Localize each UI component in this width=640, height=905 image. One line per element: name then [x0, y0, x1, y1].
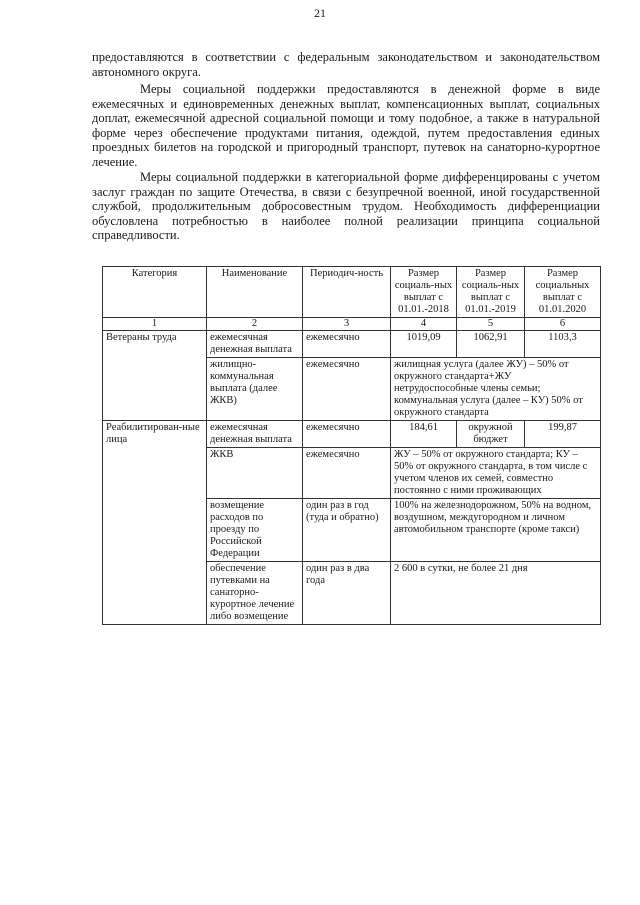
period-cell: ежемесячно: [303, 421, 391, 448]
size-cell: 100% на железнодорожном, 50% на водном, воздушном, междугородном и личном автомобильном транспорте (кроме такси): [391, 499, 601, 562]
column-number: 3: [303, 318, 391, 331]
column-number: 1: [103, 318, 207, 331]
size-cell: жилищная услуга (далее ЖУ) – 50% от окружного стандарта+ЖУ нетрудоспособные члены семьи; коммунальная услуга (далее – КУ) 50% от окружного стандарта: [391, 358, 601, 421]
name-cell: ЖКВ: [207, 448, 303, 499]
name-cell: ежемесячная денежная выплата: [207, 331, 303, 358]
header-name: Наименование: [207, 267, 303, 318]
header-size-2020: Размер социальных выплат с 01.01.2020: [525, 267, 601, 318]
name-cell: обеспечение путевками на санаторно-курортное лечение либо возмещение: [207, 562, 303, 625]
period-cell: один раз в год (туда и обратно): [303, 499, 391, 562]
value-2019-cell: окружной бюджет: [457, 421, 525, 448]
value-2019-cell: 1062,91: [457, 331, 525, 358]
table-row: [103, 421, 601, 448]
name-cell: ежемесячная денежная выплата: [207, 421, 303, 448]
table-row: [103, 331, 601, 358]
name-cell: возмещение расходов по проезду по Российской Федерации: [207, 499, 303, 562]
table-header-row: [103, 267, 601, 318]
page-number: 21: [314, 6, 326, 20]
period-cell: ежемесячно: [303, 448, 391, 499]
header-category: Категория: [103, 267, 207, 318]
value-2018-cell: 1019,09: [391, 331, 457, 358]
social-payments-table: [102, 266, 601, 625]
size-cell: ЖУ – 50% от окружного стандарта; КУ – 50% от окружного стандарта, в том числе с учетом членов их семей, совместно постоянно с ними проживающих: [391, 448, 601, 499]
paragraph-2: Меры социальной поддержки предоставляются в денежной форме в виде ежемесячных и единовременных денежных выплат, компенсационных выплат, социальных доплат, ежемесячной адресной социальной помощи и тому подобное, а также в натуральной форме через обеспечение продуктами питания, одеждой, путем предоставления единых проездных билетов на городской и пригородный транспорт, путевок на санаторно-курортное лечение.: [92, 82, 600, 169]
value-2020-cell: 1103,3: [525, 331, 601, 358]
column-number: 5: [457, 318, 525, 331]
category-cell: Ветераны труда: [103, 331, 207, 421]
column-number: 6: [525, 318, 601, 331]
paragraph-3: Меры социальной поддержки в категориальной форме дифференцированы с учетом заслуг граждан по защите Отечества, в связи с безупречной военной, иной государственной службой, продолжительным добросовестным трудом. Необходимость дифференциации обусловлена потребностью в наиболее полной реализации принципа социальной справедливости.: [92, 170, 600, 243]
period-cell: ежемесячно: [303, 331, 391, 358]
category-cell: Реабилитирован-ные лица: [103, 421, 207, 625]
column-number: 2: [207, 318, 303, 331]
name-cell: жилищно-коммунальная выплата (далее ЖКВ): [207, 358, 303, 421]
header-size-2018: Размер социаль-ных выплат с 01.01.-2018: [391, 267, 457, 318]
period-cell: один раз в два года: [303, 562, 391, 625]
header-periodicity: Периодич-ность: [303, 267, 391, 318]
size-cell: 2 600 в сутки, не более 21 дня: [391, 562, 601, 625]
period-cell: ежемесячно: [303, 358, 391, 421]
value-2018-cell: 184,61: [391, 421, 457, 448]
header-size-2019: Размер социаль-ных выплат с 01.01.-2019: [457, 267, 525, 318]
column-number: 4: [391, 318, 457, 331]
value-2020-cell: 199,87: [525, 421, 601, 448]
paragraph-1: предоставляются в соответствии с федеральным законодательством и законодательством автономного округа.: [92, 50, 600, 79]
column-numbers-row: [103, 318, 601, 331]
